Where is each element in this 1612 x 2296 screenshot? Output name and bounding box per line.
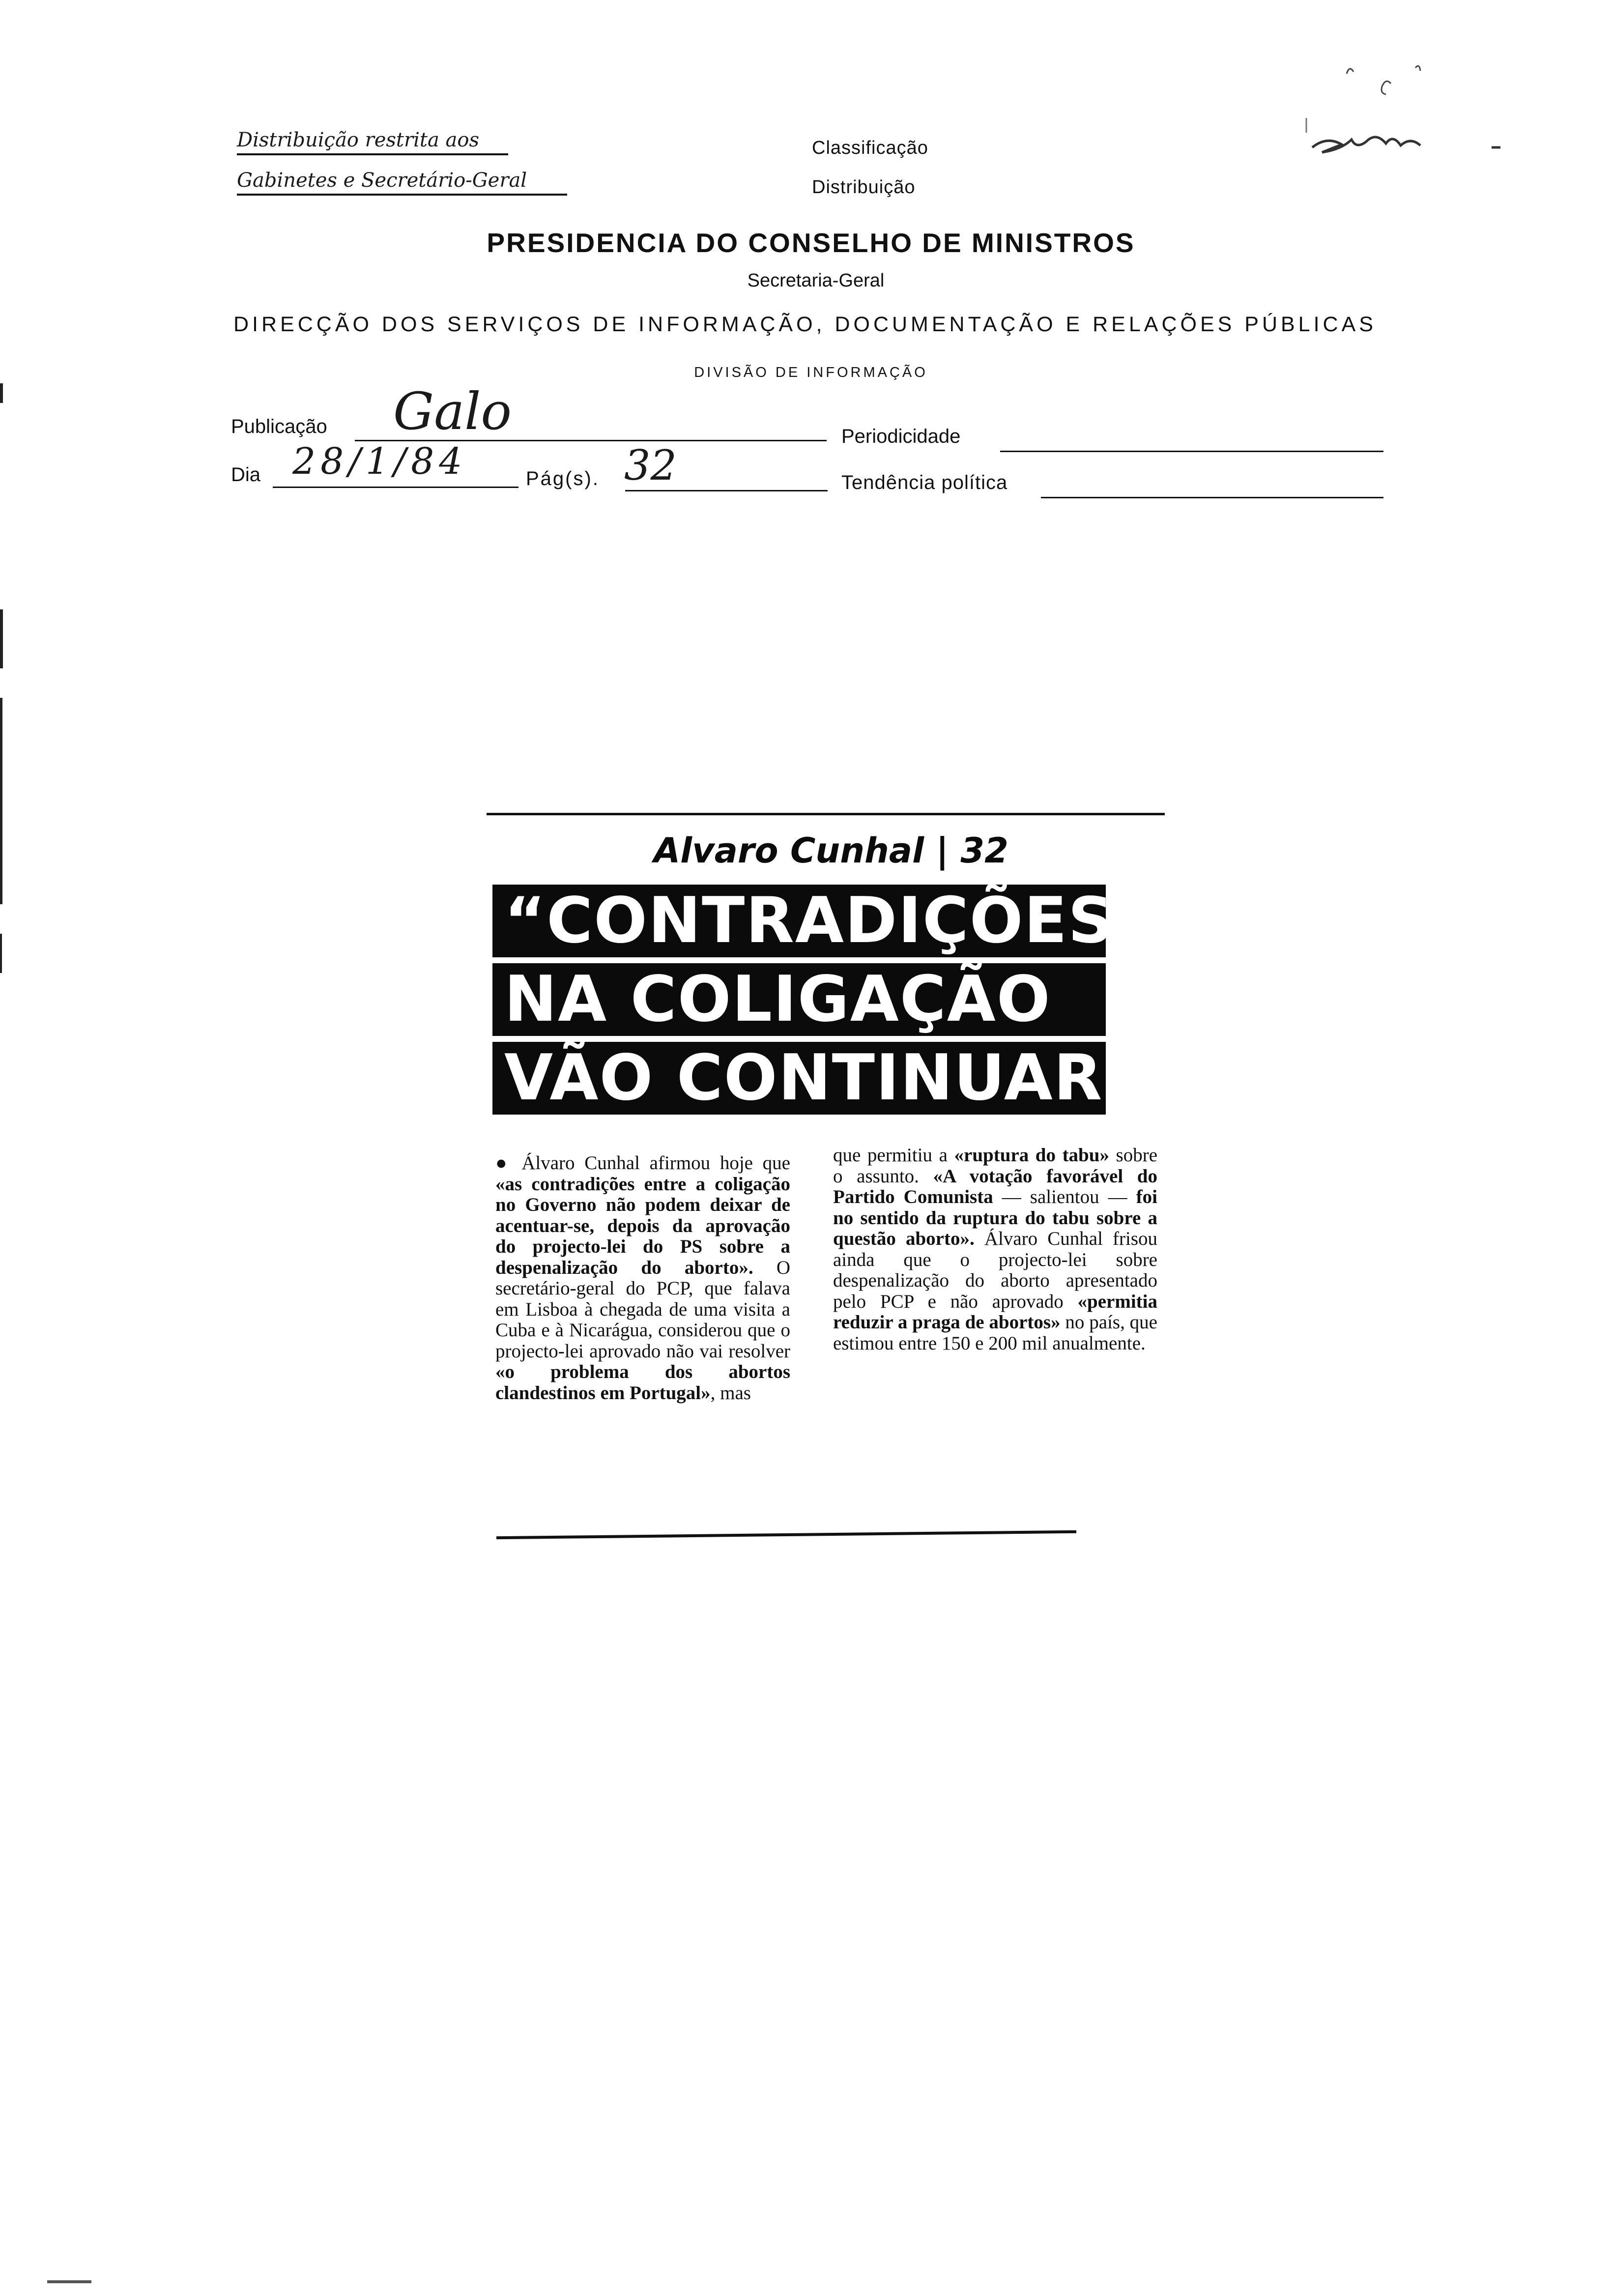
article-text-run: Álvaro Cunhal frisou ainda que o projecto-lei sobre despenalização do aborto apresentado pelo PCP e não aprovado [833,1228,1158,1312]
pags-line [625,490,828,491]
classificacao-label: Classificação [812,138,928,158]
newspaper-clipping [487,806,1165,1543]
publicacao-label: Publicação [231,416,327,437]
scan-margin-mark [0,934,2,973]
org-title: PRESIDENCIA DO CONSELHO DE MINISTROS [487,228,1135,258]
org-subtitle: Secretaria-Geral [747,270,885,291]
article-text-run: «o problema dos abortos clandestinos em Portugal» [495,1361,790,1404]
headline-line-2: NA COLIGAÇÃO [492,963,1106,1036]
article-text-run: — salientou — [993,1186,1136,1207]
article-text-run: O secretário-geral do PCP, que falava em Lisboa à chegada de uma visita a Cuba e à Nicarágua, considerou que o projecto-lei aprovado não vai resolver [495,1257,790,1362]
dia-handwritten-value: 28/1/84 [292,440,467,483]
dia-label: Dia [231,464,261,486]
article-text-run: sobre o assunto. [833,1145,1157,1187]
article-text-run: foi no sentido da ruptura do tabu sobre a questão aborto». [833,1186,1157,1249]
pags-label: Pág(s). [526,468,600,489]
periodicidade-line [1000,451,1383,452]
article-column-1 [495,1153,790,1487]
dia-line [273,487,518,488]
restricted-distribution-line2: Gabinetes e Secretário-Geral [237,169,567,196]
scan-corner-mark [47,2280,91,2283]
headline-line-1: “CONTRADIÇÕES [492,885,1106,957]
article-column-2 [833,1145,1157,1489]
restricted-distribution-line1: Distribuição restrita aos [237,129,508,155]
periodicidade-label: Periodicidade [841,426,961,447]
headline-line-3: VÃO CONTINUAR” [492,1042,1106,1115]
division-line: DIVISÃO DE INFORMAÇÃO [694,365,928,380]
scan-margin-mark [0,383,3,403]
scan-margin-mark [0,609,3,668]
tendencia-label: Tendência política [841,472,1008,493]
bullet-icon: ● [495,1152,522,1174]
tendencia-line [1041,497,1383,498]
distribuicao-label: Distribuição [812,177,916,198]
clipping-top-rule [487,813,1165,815]
article-text-run: «as contradições entre a coligação no Governo não podem deixar de acentuar-se, depois da aprovação do projecto-lei do PS sobre a despenalização do aborto». [495,1173,790,1278]
article-text-run: «permitia reduzir a praga de abortos» [833,1291,1157,1333]
article-text-run: , mas [710,1382,751,1404]
article-text-run: «A votação favorável do Partido Comunista [833,1165,1157,1207]
scan-margin-mark [0,698,2,904]
article-text-run: Álvaro Cunhal afirmou hoje que [521,1152,790,1174]
article-text-run: que permitiu a [833,1145,954,1166]
archive-handwritten-mark [1297,54,1504,172]
article-text-run: no país, que estimou entre 150 e 200 mil anualmente. [833,1312,1157,1354]
clipping-bottom-rule [496,1530,1076,1539]
article-text-run: «ruptura do tabu» [954,1145,1109,1166]
pags-handwritten-value: 32 [624,441,677,489]
direction-line: DIRECÇÃO DOS SERVIÇOS DE INFORMAÇÃO, DOCUMENTAÇÃO E RELAÇÕES PÚBLICAS [233,313,1377,336]
handwritten-author-note: Alvaro Cunhal | 32 [654,831,1008,871]
publicacao-handwritten-value: Galo [393,381,512,441]
